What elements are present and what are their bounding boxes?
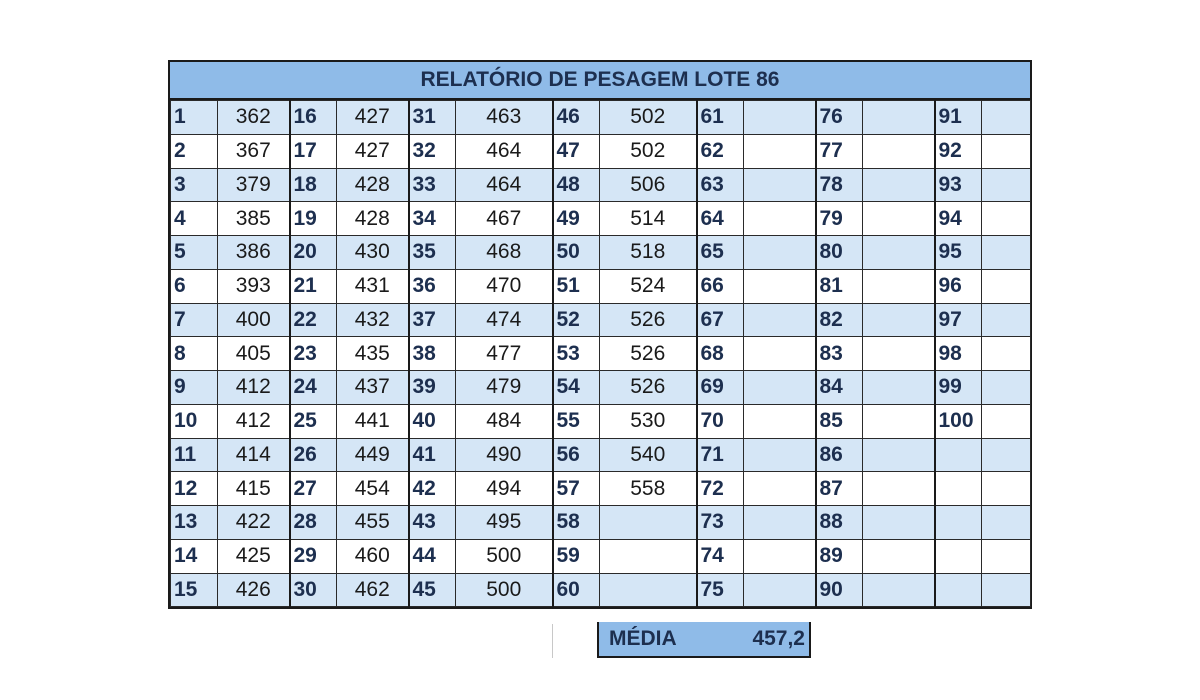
- sample-number: 98: [935, 337, 982, 371]
- weight-value: [863, 269, 935, 303]
- sample-number: 99: [935, 371, 982, 405]
- weight-value: 464: [456, 134, 553, 168]
- table-row: [171, 472, 1031, 506]
- sample-number: 89: [816, 539, 863, 573]
- sample-number: 28: [290, 506, 337, 540]
- sample-number: 36: [409, 269, 456, 303]
- weight-value: [863, 573, 935, 607]
- weight-value: 435: [337, 337, 409, 371]
- sample-number: 11: [171, 438, 218, 472]
- sample-number: 45: [409, 573, 456, 607]
- sample-number: 86: [816, 438, 863, 472]
- table-row: [171, 337, 1031, 371]
- sample-number: 3: [171, 168, 218, 202]
- sample-number: 87: [816, 472, 863, 506]
- weight-value: 506: [600, 168, 697, 202]
- weight-value: [982, 506, 1031, 540]
- weight-value: [982, 168, 1031, 202]
- weight-value: 502: [600, 101, 697, 135]
- sample-number: 66: [697, 269, 744, 303]
- weight-value: [744, 539, 816, 573]
- weight-value: 484: [456, 404, 553, 438]
- weight-value: 367: [218, 134, 290, 168]
- weight-value: [863, 472, 935, 506]
- table-row: [171, 101, 1031, 135]
- sample-number: 9: [171, 371, 218, 405]
- weight-value: 540: [600, 438, 697, 472]
- sample-number: [935, 573, 982, 607]
- sample-number: 73: [697, 506, 744, 540]
- sample-number: 23: [290, 337, 337, 371]
- sample-number: 6: [171, 269, 218, 303]
- table-row: [171, 303, 1031, 337]
- sample-number: 31: [409, 101, 456, 135]
- sample-number: 19: [290, 202, 337, 236]
- weight-value: [744, 506, 816, 540]
- sample-number: 26: [290, 438, 337, 472]
- sample-number: 8: [171, 337, 218, 371]
- weight-value: [744, 337, 816, 371]
- sample-number: 84: [816, 371, 863, 405]
- weight-value: 500: [456, 573, 553, 607]
- weight-value: [744, 438, 816, 472]
- weight-value: 428: [337, 168, 409, 202]
- sample-number: 68: [697, 337, 744, 371]
- table-row: [171, 404, 1031, 438]
- weight-value: 494: [456, 472, 553, 506]
- sample-number: 34: [409, 202, 456, 236]
- weight-value: 432: [337, 303, 409, 337]
- table-row: [171, 269, 1031, 303]
- weight-value: 455: [337, 506, 409, 540]
- weight-value: [982, 202, 1031, 236]
- weight-value: [982, 404, 1031, 438]
- weight-value: 526: [600, 371, 697, 405]
- weight-value: [744, 236, 816, 270]
- sample-number: 48: [553, 168, 600, 202]
- weight-value: [982, 236, 1031, 270]
- weight-value: 502: [600, 134, 697, 168]
- table-row: [171, 168, 1031, 202]
- weight-value: [863, 539, 935, 573]
- sample-number: 58: [553, 506, 600, 540]
- weight-value: 427: [337, 134, 409, 168]
- weight-value: [982, 337, 1031, 371]
- weight-value: [744, 371, 816, 405]
- weight-value: 490: [456, 438, 553, 472]
- weight-value: 412: [218, 371, 290, 405]
- table-row: [171, 438, 1031, 472]
- weight-value: 427: [337, 101, 409, 135]
- sample-number: 90: [816, 573, 863, 607]
- sample-number: 41: [409, 438, 456, 472]
- sample-number: 77: [816, 134, 863, 168]
- sample-number: 52: [553, 303, 600, 337]
- weighing-report: [168, 60, 1032, 609]
- sample-number: 30: [290, 573, 337, 607]
- weight-value: 470: [456, 269, 553, 303]
- sample-number: 35: [409, 236, 456, 270]
- sample-number: 14: [171, 539, 218, 573]
- weight-value: 477: [456, 337, 553, 371]
- weight-value: 518: [600, 236, 697, 270]
- sample-number: 47: [553, 134, 600, 168]
- weight-value: [982, 472, 1031, 506]
- table-row: [171, 573, 1031, 607]
- weight-value: [744, 303, 816, 337]
- weight-value: [863, 134, 935, 168]
- sample-number: 22: [290, 303, 337, 337]
- sample-number: 39: [409, 371, 456, 405]
- weight-value: [744, 168, 816, 202]
- weight-value: 558: [600, 472, 697, 506]
- weight-value: [744, 404, 816, 438]
- sample-number: [935, 438, 982, 472]
- weight-value: [863, 101, 935, 135]
- sample-number: 60: [553, 573, 600, 607]
- weight-value: 426: [218, 573, 290, 607]
- sample-number: 94: [935, 202, 982, 236]
- sample-number: 37: [409, 303, 456, 337]
- sample-number: 27: [290, 472, 337, 506]
- weight-value: 425: [218, 539, 290, 573]
- sample-number: 16: [290, 101, 337, 135]
- weight-value: 441: [337, 404, 409, 438]
- sample-number: 33: [409, 168, 456, 202]
- sample-number: 79: [816, 202, 863, 236]
- weight-value: 428: [337, 202, 409, 236]
- sample-number: 38: [409, 337, 456, 371]
- sample-number: 46: [553, 101, 600, 135]
- average-label: MÉDIA: [609, 627, 677, 650]
- sample-number: 10: [171, 404, 218, 438]
- sample-number: 2: [171, 134, 218, 168]
- weight-value: 422: [218, 506, 290, 540]
- sample-number: 100: [935, 404, 982, 438]
- weight-value: [600, 539, 697, 573]
- sample-number: 70: [697, 404, 744, 438]
- sample-number: 78: [816, 168, 863, 202]
- sample-number: 24: [290, 371, 337, 405]
- sample-number: 95: [935, 236, 982, 270]
- sample-number: 72: [697, 472, 744, 506]
- weight-value: [863, 303, 935, 337]
- table-row: [171, 202, 1031, 236]
- sample-number: 96: [935, 269, 982, 303]
- sample-number: 20: [290, 236, 337, 270]
- weight-value: [863, 337, 935, 371]
- sample-number: 80: [816, 236, 863, 270]
- table-row: [171, 134, 1031, 168]
- weight-value: 530: [600, 404, 697, 438]
- sample-number: 18: [290, 168, 337, 202]
- sample-number: 53: [553, 337, 600, 371]
- sample-number: 67: [697, 303, 744, 337]
- sample-number: [935, 472, 982, 506]
- sample-number: 43: [409, 506, 456, 540]
- sample-number: 74: [697, 539, 744, 573]
- sample-number: 63: [697, 168, 744, 202]
- sample-number: 92: [935, 134, 982, 168]
- weight-value: [744, 269, 816, 303]
- weight-value: 437: [337, 371, 409, 405]
- weight-value: 479: [456, 371, 553, 405]
- weight-value: 514: [600, 202, 697, 236]
- sample-number: 65: [697, 236, 744, 270]
- sample-number: 7: [171, 303, 218, 337]
- sample-number: 25: [290, 404, 337, 438]
- weight-value: [863, 371, 935, 405]
- weight-value: 454: [337, 472, 409, 506]
- weights-table: [170, 100, 1031, 607]
- weight-value: [982, 101, 1031, 135]
- weight-value: [744, 101, 816, 135]
- sample-number: 13: [171, 506, 218, 540]
- sample-number: 51: [553, 269, 600, 303]
- sample-number: 88: [816, 506, 863, 540]
- weight-value: [863, 438, 935, 472]
- weight-value: 463: [456, 101, 553, 135]
- table-row: [171, 539, 1031, 573]
- weight-value: 464: [456, 168, 553, 202]
- weight-value: 462: [337, 573, 409, 607]
- weight-value: [744, 134, 816, 168]
- sample-number: 71: [697, 438, 744, 472]
- weight-value: [982, 438, 1031, 472]
- sample-number: 69: [697, 371, 744, 405]
- sample-number: [935, 539, 982, 573]
- sample-number: 76: [816, 101, 863, 135]
- weight-value: 526: [600, 337, 697, 371]
- weight-value: [744, 472, 816, 506]
- average-value: 457,2: [752, 627, 805, 650]
- weight-value: 405: [218, 337, 290, 371]
- weight-value: [600, 506, 697, 540]
- weight-value: 393: [218, 269, 290, 303]
- weight-value: 468: [456, 236, 553, 270]
- weight-value: [982, 269, 1031, 303]
- weight-value: [982, 539, 1031, 573]
- sample-number: 64: [697, 202, 744, 236]
- sample-number: 17: [290, 134, 337, 168]
- weight-value: 414: [218, 438, 290, 472]
- sample-number: 83: [816, 337, 863, 371]
- sample-number: 91: [935, 101, 982, 135]
- report-title: RELATÓRIO DE PESAGEM LOTE 86: [170, 62, 1030, 100]
- sample-number: 93: [935, 168, 982, 202]
- weight-value: [863, 404, 935, 438]
- weight-value: 430: [337, 236, 409, 270]
- weight-value: 386: [218, 236, 290, 270]
- sample-number: 4: [171, 202, 218, 236]
- weight-value: 524: [600, 269, 697, 303]
- sample-number: 55: [553, 404, 600, 438]
- weight-value: 460: [337, 539, 409, 573]
- sample-number: 81: [816, 269, 863, 303]
- sample-number: 44: [409, 539, 456, 573]
- table-row: [171, 236, 1031, 270]
- sample-number: 42: [409, 472, 456, 506]
- weight-value: [863, 236, 935, 270]
- weight-value: 500: [456, 539, 553, 573]
- weight-value: [982, 573, 1031, 607]
- sample-number: 29: [290, 539, 337, 573]
- sample-number: 59: [553, 539, 600, 573]
- divider-line: [552, 624, 553, 658]
- sample-number: 97: [935, 303, 982, 337]
- weight-value: [863, 202, 935, 236]
- weight-value: 526: [600, 303, 697, 337]
- sample-number: 62: [697, 134, 744, 168]
- sample-number: 15: [171, 573, 218, 607]
- sample-number: 1: [171, 101, 218, 135]
- sample-number: 85: [816, 404, 863, 438]
- sample-number: 50: [553, 236, 600, 270]
- weight-value: 385: [218, 202, 290, 236]
- weight-value: [744, 202, 816, 236]
- weight-value: [863, 168, 935, 202]
- sample-number: 75: [697, 573, 744, 607]
- weight-value: 412: [218, 404, 290, 438]
- weight-value: [982, 134, 1031, 168]
- average-box: [597, 622, 811, 658]
- weight-value: [600, 573, 697, 607]
- sample-number: 82: [816, 303, 863, 337]
- weight-value: [982, 303, 1031, 337]
- weight-value: 400: [218, 303, 290, 337]
- sample-number: 57: [553, 472, 600, 506]
- sample-number: 54: [553, 371, 600, 405]
- sample-number: 61: [697, 101, 744, 135]
- weight-value: [744, 573, 816, 607]
- sample-number: 40: [409, 404, 456, 438]
- weight-value: [982, 371, 1031, 405]
- weight-value: 415: [218, 472, 290, 506]
- weight-value: 474: [456, 303, 553, 337]
- table-row: [171, 371, 1031, 405]
- weight-value: 467: [456, 202, 553, 236]
- sample-number: 56: [553, 438, 600, 472]
- table-row: [171, 506, 1031, 540]
- sample-number: 21: [290, 269, 337, 303]
- sample-number: 5: [171, 236, 218, 270]
- weight-value: 449: [337, 438, 409, 472]
- sample-number: 49: [553, 202, 600, 236]
- sample-number: 12: [171, 472, 218, 506]
- weight-value: 495: [456, 506, 553, 540]
- sample-number: 32: [409, 134, 456, 168]
- weight-value: 362: [218, 101, 290, 135]
- sample-number: [935, 506, 982, 540]
- weight-value: [863, 506, 935, 540]
- weight-value: 379: [218, 168, 290, 202]
- weight-value: 431: [337, 269, 409, 303]
